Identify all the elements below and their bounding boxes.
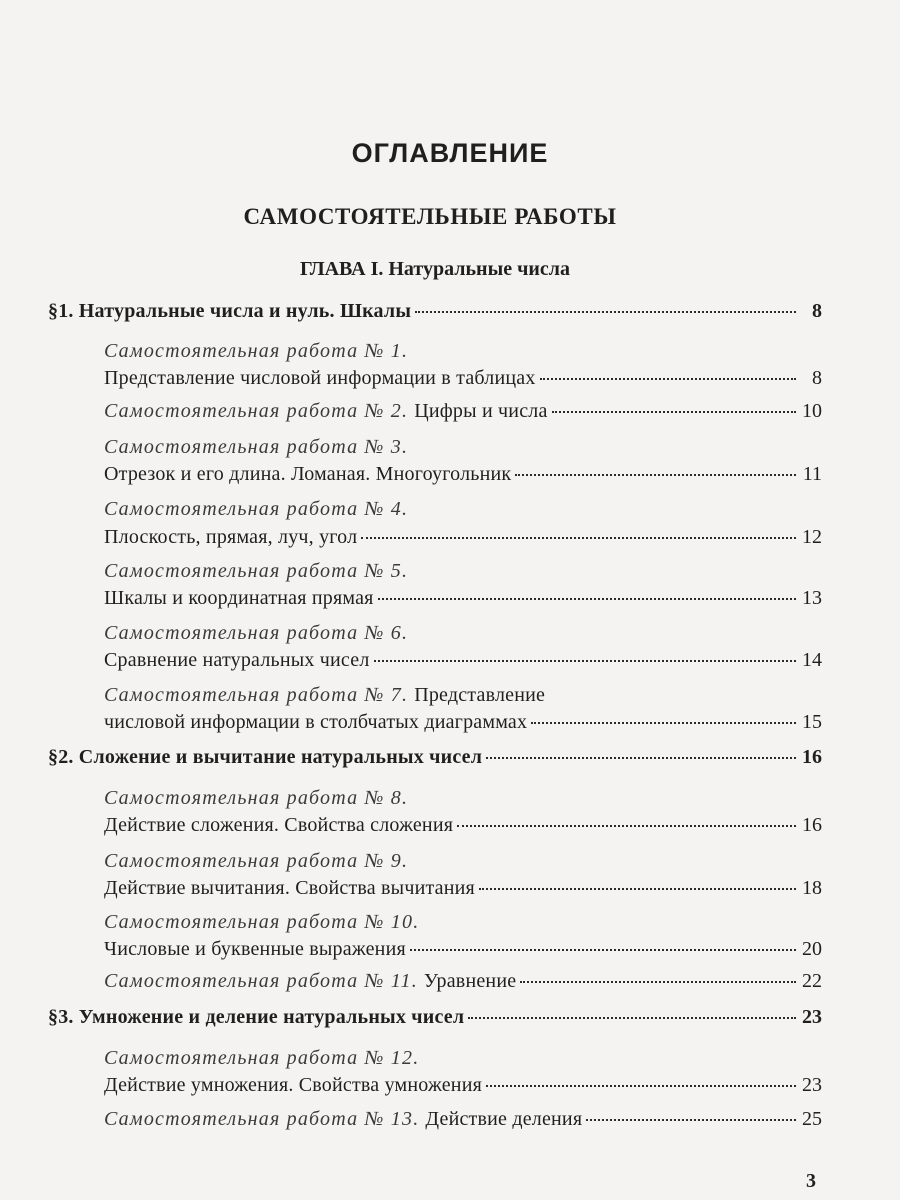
toc-entry[interactable]: [104, 367, 822, 393]
page-subtitle: САМОСТОЯТЕЛЬНЫЕ РАБОТЫ: [243, 204, 617, 229]
entry-title: Действие сложения. Свойства сложения: [104, 814, 454, 836]
toc-entry[interactable]: [104, 970, 822, 996]
entry-title: Представление числовой информации в таблицах: [104, 367, 536, 389]
entry-title: числовой информации в столбчатых диаграммах: [104, 711, 528, 733]
dot-leader: [410, 949, 796, 951]
page-ref: 12: [802, 526, 822, 548]
entry-title: Уравнение: [423, 970, 517, 992]
page-number: 3: [806, 1170, 816, 1192]
entry-title: Действие деления: [425, 1108, 583, 1130]
toc-entry[interactable]: [104, 587, 822, 613]
toc-entry[interactable]: [104, 649, 822, 675]
entry-title: Действие умножения. Свойства умножения: [104, 1074, 483, 1096]
toc-entry[interactable]: [104, 684, 545, 710]
dot-leader: [520, 981, 796, 983]
dot-leader: [486, 757, 796, 759]
dot-leader: [378, 598, 796, 600]
toc-entry[interactable]: [104, 877, 822, 903]
entry-title: Представление: [414, 684, 546, 706]
work-label: Самостоятельная работа № 6.: [104, 622, 409, 644]
toc-entry[interactable]: [104, 1074, 822, 1100]
toc-section[interactable]: [48, 1006, 822, 1032]
work-label: Самостоятельная работа № 8.: [104, 787, 409, 809]
entry-title: Отрезок и его длина. Ломаная. Многоугольник: [104, 463, 512, 485]
section-title: §2. Сложение и вычитание натуральных чисел: [48, 746, 483, 768]
page-ref: 14: [802, 649, 822, 671]
page-ref: 25: [802, 1108, 822, 1130]
toc-work-label[interactable]: [104, 622, 408, 648]
page-ref: 8: [812, 300, 822, 322]
section-title: §1. Натуральные числа и нуль. Шкалы: [48, 300, 412, 322]
toc-work-label[interactable]: [104, 340, 408, 366]
toc-work-label[interactable]: [104, 850, 408, 876]
entry-title: Плоскость, прямая, луч, угол: [104, 526, 358, 548]
toc-entry[interactable]: [104, 1108, 822, 1134]
entry-title: Числовые и буквенные выражения: [104, 938, 406, 960]
dot-leader: [586, 1119, 796, 1121]
work-label: Самостоятельная работа № 10.: [104, 911, 420, 933]
toc-entry[interactable]: [104, 463, 822, 489]
dot-leader: [415, 311, 796, 313]
dot-leader: [479, 888, 796, 890]
page-ref: 10: [802, 400, 822, 422]
dot-leader: [515, 474, 796, 476]
toc-work-label[interactable]: [104, 498, 408, 524]
page-ref: 23: [802, 1006, 822, 1028]
entry-title: Цифры и числа: [414, 400, 548, 422]
dot-leader: [486, 1085, 796, 1087]
work-label: Самостоятельная работа № 1.: [104, 340, 409, 362]
work-label: Самостоятельная работа № 9.: [104, 850, 409, 872]
page-ref: 8: [812, 367, 822, 389]
toc-work-label[interactable]: [104, 560, 408, 586]
work-label: Самостоятельная работа № 12.: [104, 1047, 420, 1069]
toc-work-label[interactable]: [104, 787, 408, 813]
toc-entry[interactable]: [104, 526, 822, 552]
page-ref: 23: [802, 1074, 822, 1096]
page-ref: 22: [802, 970, 822, 992]
toc-section[interactable]: [48, 300, 822, 326]
toc-entry[interactable]: [104, 400, 822, 426]
dot-leader: [552, 411, 796, 413]
work-label: Самостоятельная работа № 5.: [104, 560, 409, 582]
work-label: Самостоятельная работа № 3.: [104, 436, 409, 458]
page-ref: 11: [802, 463, 822, 485]
toc-work-label[interactable]: [104, 436, 408, 462]
toc-entry[interactable]: [104, 711, 822, 737]
dot-leader: [540, 378, 796, 380]
work-label: Самостоятельная работа № 4.: [104, 498, 409, 520]
work-label: Самостоятельная работа № 13.: [104, 1108, 420, 1130]
chapter-heading: ГЛАВА I. Натуральные числа: [300, 258, 570, 280]
dot-leader: [531, 722, 796, 724]
page-title: ОГЛАВЛЕНИЕ: [351, 138, 549, 168]
toc-entry[interactable]: [104, 814, 822, 840]
page-ref: 20: [802, 938, 822, 960]
dot-leader: [361, 537, 796, 539]
toc-work-label[interactable]: [104, 911, 419, 937]
toc-entry[interactable]: [104, 938, 822, 964]
page-ref: 18: [802, 877, 822, 899]
page-ref: 15: [802, 711, 822, 733]
page-ref: 13: [802, 587, 822, 609]
page-ref: 16: [802, 746, 822, 768]
entry-title: Действие вычитания. Свойства вычитания: [104, 877, 475, 899]
page-ref: 16: [802, 814, 822, 836]
entry-title: Сравнение натуральных чисел: [104, 649, 370, 671]
dot-leader: [457, 825, 796, 827]
dot-leader: [374, 660, 797, 662]
dot-leader: [468, 1017, 796, 1019]
work-label: Самостоятельная работа № 2.: [104, 400, 409, 422]
entry-title: Шкалы и координатная прямая: [104, 587, 374, 609]
work-label: Самостоятельная работа № 7.: [104, 684, 409, 706]
toc-work-label[interactable]: [104, 1047, 419, 1073]
section-title: §3. Умножение и деление натуральных чисел: [48, 1006, 465, 1028]
work-label: Самостоятельная работа № 11.: [104, 970, 418, 992]
toc-section[interactable]: [48, 746, 822, 772]
